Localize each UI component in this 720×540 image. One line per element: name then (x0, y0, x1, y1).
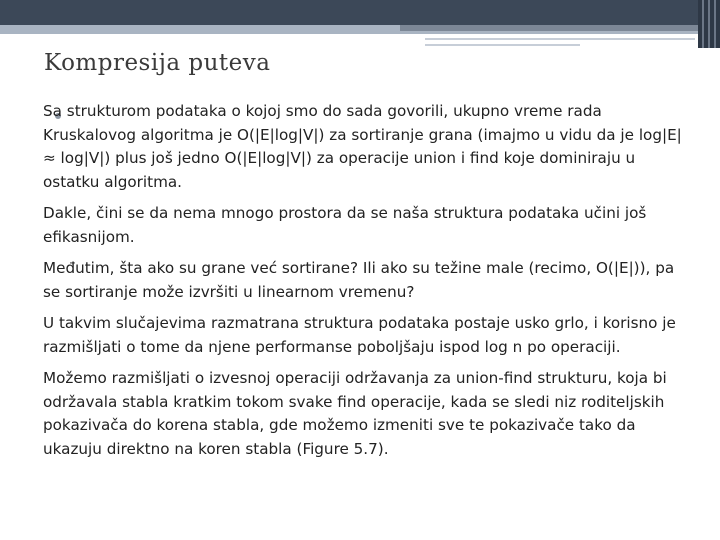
paragraph: Međutim, šta ako su grane već sortirane? Ili ako su težine male (recimo, O(|E|)), pa se sortiranje može izvršiti u linearnom vremenu? (43, 259, 675, 301)
paragraph: U takvim slučajevima razmatrana struktura podataka postaje usko grlo, i korisno je razmišljati o tome da njene performanse poboljšaju ispod log n po operaciji. (43, 314, 676, 356)
header-corner-decoration (698, 0, 720, 48)
corner-stripe (714, 0, 716, 48)
corner-stripe (702, 0, 704, 48)
paragraph: Sa strukturom podataka o kojoj smo do sada govorili, ukupno vreme rada Kruskalovog algoritma je O(|E|log|V|) za sortiranje grana (imajmo u vidu da je log|E| ≈ log|V|) plus još jedno O(|E|log|V|) za operacije union i find koje dominiraju u ostatku algoritma. (43, 102, 682, 191)
corner-stripe (708, 0, 710, 48)
header-bar (0, 0, 720, 25)
slide-body (43, 100, 693, 469)
slide-title: Kompresija puteva (44, 50, 271, 76)
decorative-line (425, 38, 695, 40)
decorative-line (425, 44, 580, 46)
paragraph: Dakle, čini se da nema mnogo prostora da se naša struktura podataka učini još efikasnijom. (43, 204, 647, 246)
header-shade-bar (400, 25, 720, 31)
paragraph: Možemo razmišljati o izvesnoj operaciji održavanja za union-find strukturu, koja bi održavala stabla kratkim tokom svake find operacije, kada se sledi niz roditeljskih pokazivača do korena stabla, gde možemo izmeniti sve te pokazivače tako da ukazuju direktno na koren stabla (Figure 5.7). (43, 369, 667, 458)
